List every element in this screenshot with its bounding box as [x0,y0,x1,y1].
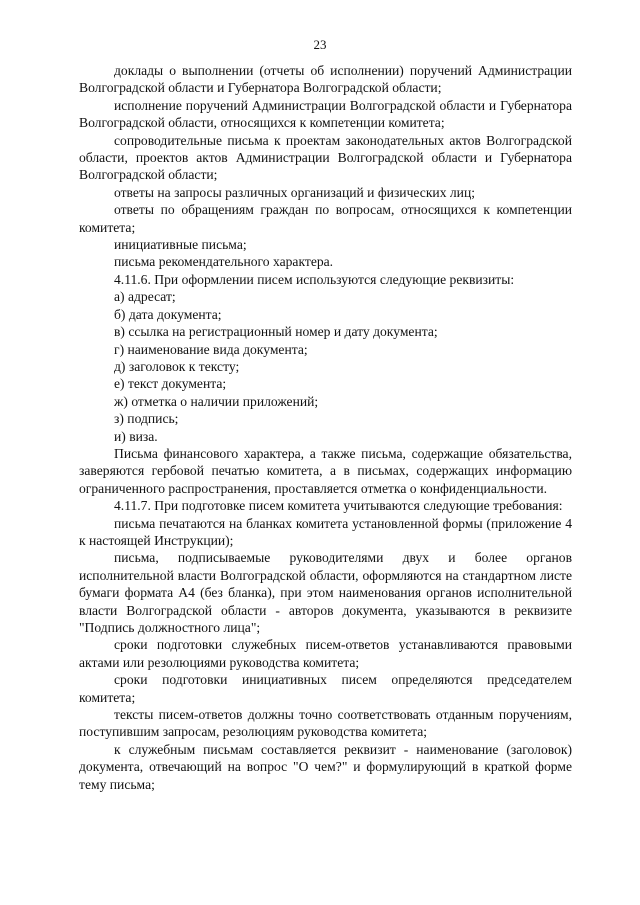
page-number: 23 [313,37,327,52]
list-item: е) текст документа; [114,376,227,392]
paragraph: Письма финансового характера, а также письма, содержащие обязательства, заверяются гербовой печатью комитета, а в письмах, содержащих информацию ограниченного распространения, проставляется отметка о конфиденциальности. [79,445,572,496]
section-heading: 4.11.6. При оформлении писем используются следующие реквизиты: [114,271,515,287]
paragraph: сроки подготовки инициативных писем определяются председателем комитета; [79,672,572,705]
paragraph: инициативные письма; [114,237,247,253]
list-item: г) наименование вида документа; [114,341,308,357]
section-heading: 4.11.7. При подготовке писем комитета учитываются следующие требования: [114,498,563,514]
list-item: а) адресат; [114,289,176,305]
list-item: в) ссылка на регистрационный номер и дату документа; [114,324,438,340]
list-item: и) виза. [114,428,158,444]
paragraph: сроки подготовки служебных писем-ответов устанавливаются правовыми актами или резолюциями руководства комитета; [79,637,572,670]
list-item: б) дата документа; [114,306,222,322]
paragraph: ответы на запросы различных организаций и физических лиц; [114,184,476,200]
list-item: д) заголовок к тексту; [114,358,240,374]
paragraph: доклады о выполнении (отчеты об исполнении) поручений Администрации Волгоградской области и Губернатора Волгоградской области; [79,63,572,96]
list-item: з) подпись; [114,411,179,427]
paragraph: к служебным письмам составляется реквизит - наименование (заголовок) документа, отвечающий на вопрос "О чем?" и формулирующий в краткой форме тему письма; [79,741,572,792]
paragraph: сопроводительные письма к проектам законодательных актов Волгоградской области, проектов актов Администрации Волгоградской области и Губернатора Волгоградской области; [79,132,572,183]
paragraph: письма печатаются на бланках комитета установленной формы (приложение 4 к настоящей Инструкции); [79,515,572,548]
paragraph: письма рекомендательного характера. [114,254,334,270]
document-body [79,62,572,793]
paragraph: тексты писем-ответов должны точно соответствовать отданным поручениям, поступившим запросам, резолюциям руководства комитета; [79,707,572,740]
paragraph: ответы по обращениям граждан по вопросам, относящихся к компетенции комитета; [79,202,572,235]
list-item: ж) отметка о наличии приложений; [114,393,319,409]
paragraph: исполнение поручений Администрации Волгоградской области и Губернатора Волгоградской области, относящихся к компетенции комитета; [79,97,572,131]
paragraph: письма, подписываемые руководителями двух и более органов исполнительной власти Волгоградской области, оформляются на стандартном листе бумаги формата А4 (без бланка), при этом наименования органов исполнительной власти Волгоградской области - авторов документа, указываются в реквизите "Подпись должностного лица"; [79,550,572,635]
